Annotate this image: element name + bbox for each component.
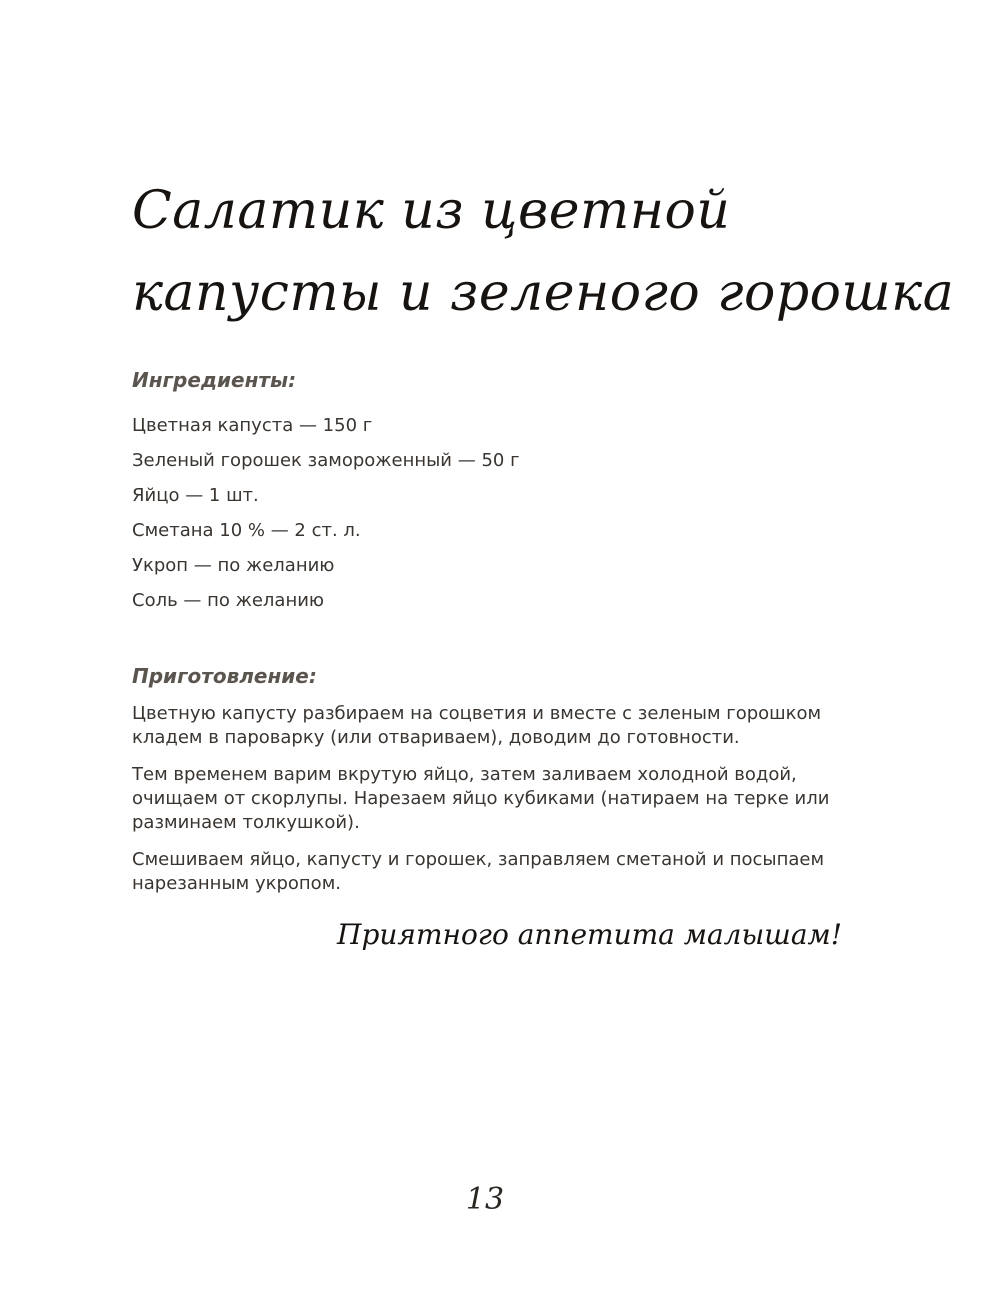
ingredients-heading: Ингредиенты: xyxy=(132,368,297,392)
preparation-paragraph: Цветную капусту разбираем на соцветия и вместе с зеленым горошком кладем в пароварку (или отвариваем), доводим до готовности. xyxy=(132,703,822,748)
page-number: 13 xyxy=(465,1182,505,1217)
preparation-paragraph: Тем временем варим вкрутую яйцо, затем заливаем холодной водой, очищаем от скорлупы. Нарезаем яйцо кубиками (натираем на терке или разминаем толкушкой). xyxy=(132,764,830,833)
recipe-title-line-1: Салатик из цветной xyxy=(132,181,731,241)
ingredient-item: Яйцо — 1 шт. xyxy=(132,485,259,506)
preparation-paragraph: Смешиваем яйцо, капусту и горошек, заправляем сметаной и посыпаем нарезанным укропом. xyxy=(132,849,825,894)
ingredients-list xyxy=(132,414,520,624)
preparation-heading: Приготовление: xyxy=(132,664,317,688)
closing-wish: Приятного аппетита малышам! xyxy=(337,918,842,951)
ingredient-item: Зеленый горошек замороженный — 50 г xyxy=(132,450,520,471)
preparation-steps xyxy=(132,702,852,909)
ingredient-item: Соль — по желанию xyxy=(132,590,325,611)
ingredient-item: Укроп — по желанию xyxy=(132,555,335,576)
ingredient-item: Сметана 10 % — 2 ст. л. xyxy=(132,520,361,541)
recipe-title-line-2: капусты и зеленого горошка xyxy=(132,263,955,323)
ingredient-item: Цветная капуста — 150 г xyxy=(132,415,373,436)
recipe-title xyxy=(132,170,955,334)
